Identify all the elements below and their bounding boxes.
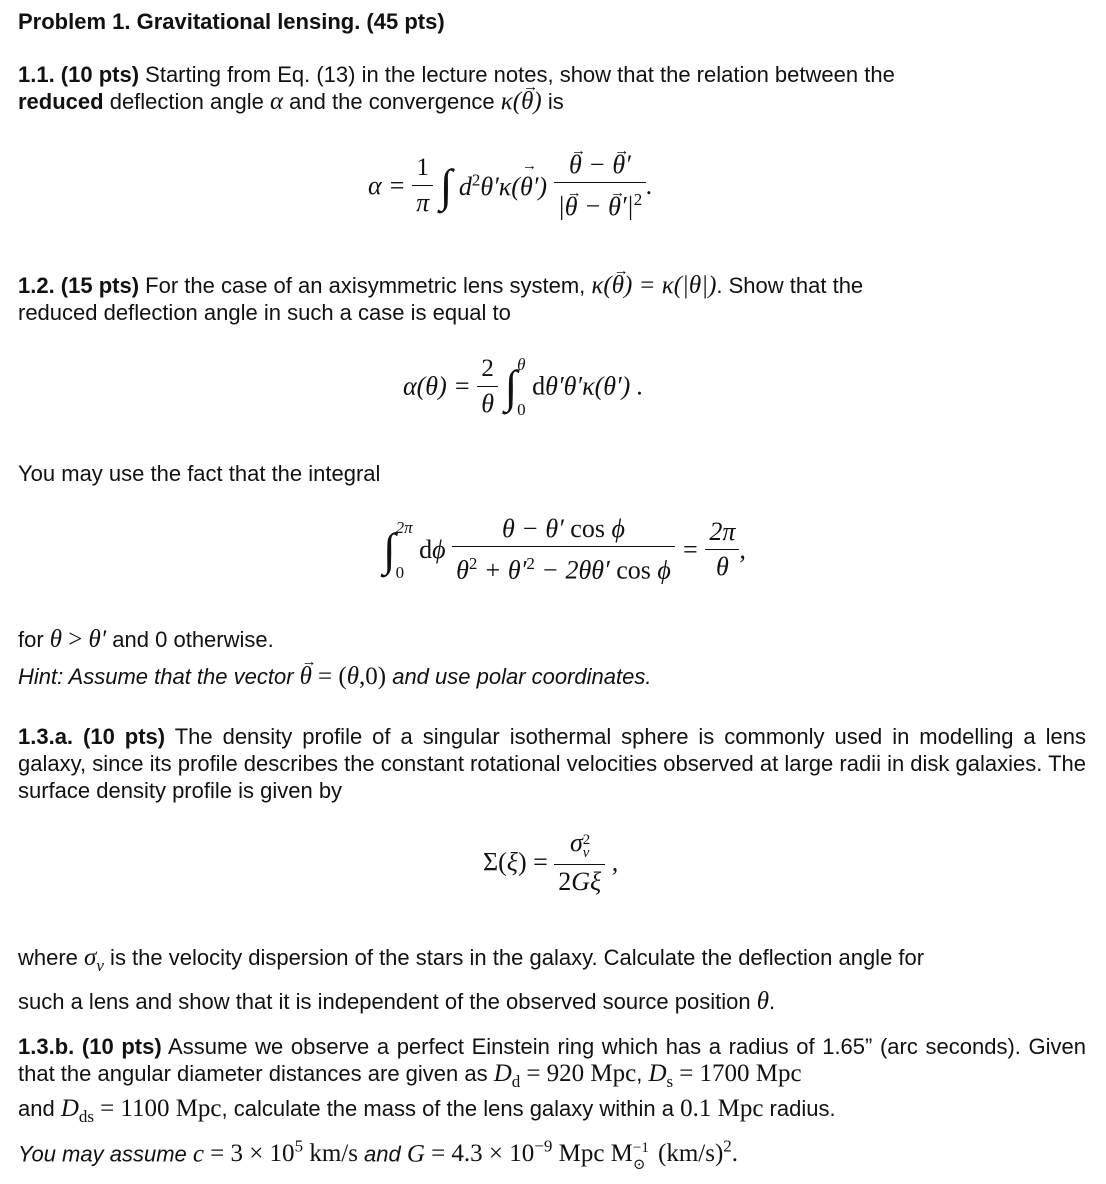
equation-axisymmetric: α(θ) = $\frac{2}{\theta}$ ∫ θ 0 dθ′θ′κ(θ′) . <box>403 352 643 421</box>
integral-intro: You may use the fact that the integral <box>18 461 381 486</box>
assumption: You may assume $c = 3 \times 10^5$ km/s and $G = 4.3 \times 10^{-9}$ Mpc M −1 ⊙ $(km/s)^2$. <box>18 1137 739 1174</box>
section-1-3b: 1.3.b. (10 pts) Assume we observe a perfect Einstein ring which has a radius of 1.65” (arc seconds). Given that the angular diameter distances are given as $D_d = 920$ Mpc, $D_s = 1700$ Mpc and $D_{ds} = 1100$ Mpc, calculate the mass of the lens galaxy within a 0.1 Mpc radius. <box>18 1034 1086 1126</box>
hint: Hint: Assume that the vector → θ = (θ,0) and use polar coordinates. <box>18 663 1086 690</box>
text: Starting from Eq. (13) in the lecture notes, show that the relation between the <box>139 62 895 87</box>
problem-title: Problem 1. Gravitational lensing. (45 pts) <box>18 9 445 34</box>
section-label: 1.1. (10 pts) <box>18 62 140 87</box>
integral-condition: for θ > θ′ and 0 otherwise. <box>18 626 274 653</box>
math-alpha: α <box>269 88 284 115</box>
section-1-2: 1.2. (15 pts) For the case of an axisymmetric lens system, κ(→ θ) = κ(|θ|). Show that the reduced deflection angle in such a case is equal to <box>18 272 1086 326</box>
section-1-3a: 1.3.a. (10 pts) The density profile of a singular isothermal sphere is commonly used in modelling a lens galaxy, since its profile describes the constant rotational velocities observed at large radii in disk galaxies. The surface density profile is given by <box>18 724 1087 803</box>
velocity-dispersion-text: where $\sigma_v$ is the velocity dispersion of the stars in the galaxy. Calculate the deflection angle for such a lens and show that it is independent of the observed source position θ. <box>18 944 925 1015</box>
equation-integral: ∫ 2π 0 dϕ $\frac{\text{θ − θ′ cos ϕ}}{\theta^2 + \theta'^2 - 2\theta\theta' \cos \phi}$ = $\frac{2\pi}{\theta}$ , <box>383 514 746 585</box>
section-label: 1.2. (15 pts) <box>18 273 140 298</box>
section-label: 1.3.b. (10 pts) <box>18 1034 162 1059</box>
math-axisym: κ(→ θ) = κ(|θ|) <box>591 272 716 299</box>
section-label: 1.3.a. (10 pts) <box>18 724 166 749</box>
bold-word: reduced <box>18 89 104 114</box>
equation-deflection: α = $\frac{1}{\pi}$ ∫ $d^2\theta'\kappa(\to \theta')$ → $\frac{\theta - \to \theta'}{|\to \theta - \to \theta'|^2}$ . <box>368 148 653 224</box>
section-1-1: 1.1. (10 pts) Starting from Eq. (13) in the lecture notes, show that the relation between the reduced deflection angle α and the convergence κ(→ θ) is <box>18 61 1086 115</box>
equation-surface-density: Σ(ξ) = σ 2 v 2Gξ , <box>483 828 619 896</box>
math-kappa: κ(→ θ) <box>501 88 542 115</box>
